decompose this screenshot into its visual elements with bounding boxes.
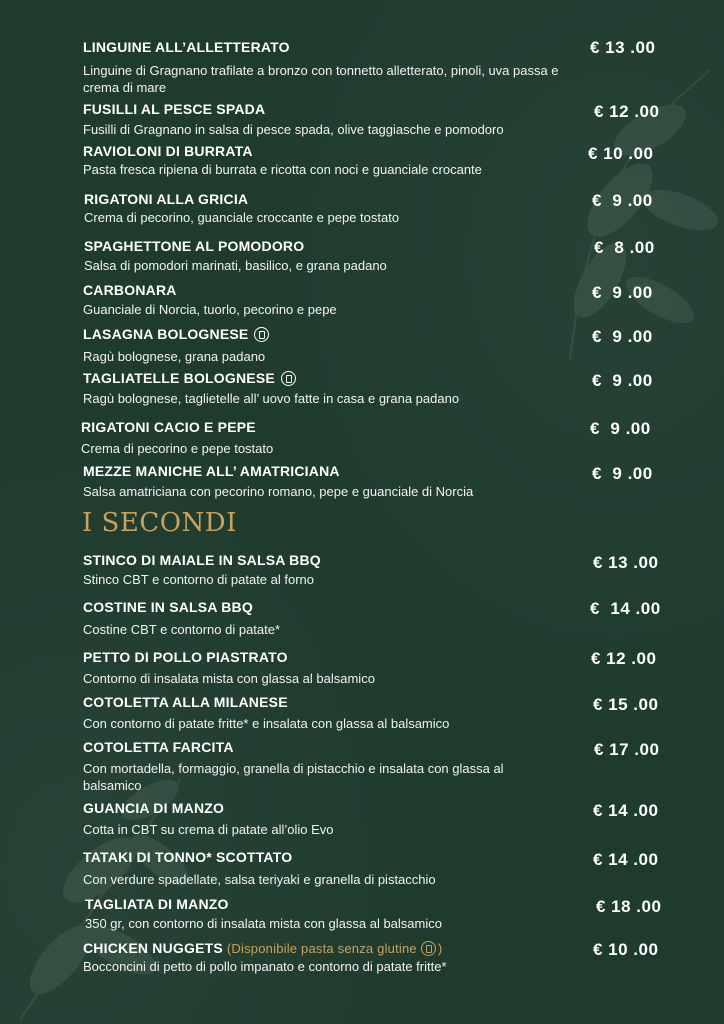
dish-price-costine: € 14 .00 [590,599,661,618]
dish-price-farcita: € 17 .00 [594,740,660,759]
dish-desc-tagliatelle: Ragù bolognese, taglietelle all’ uovo fatte in casa e grana padano [83,391,460,406]
dish-name-ravioloni: RAVIOLONI DI BURRATA [83,143,253,159]
dish-price-stinco: € 13 .00 [593,553,659,572]
dish-price-rigatoni-gricia: € 9 .00 [592,191,653,210]
gluten-free-note-close: ) [437,940,443,956]
dish-name-farcita: COTOLETTA FARCITA [83,739,234,755]
dish-price-lasagna: € 9 .00 [592,327,653,346]
dish-desc-stinco: Stinco CBT e contorno di patate al forno [83,572,315,587]
dish-price-spaghettone: € 8 .00 [594,238,655,257]
dish-name-lasagna [83,326,269,342]
dish-desc-carbonara: Guanciale di Norcia, tuorlo, pecorino e pepe [83,302,337,317]
dish-price-milanese: € 15 .00 [593,695,659,714]
dish-name-nuggets [83,940,442,956]
dish-name-tagliatelle-text: TAGLIATELLE BOLOGNESE [83,370,275,386]
dish-price-pollo: € 12 .00 [591,649,657,668]
dish-name-cacio-pepe: RIGATONI CACIO E PEPE [81,419,256,435]
dish-name-stinco: STINCO DI MAIALE IN SALSA BBQ [83,552,321,568]
dish-name-costine: COSTINE IN SALSA BBQ [83,599,253,615]
dish-name-tataki: TATAKI DI TONNO* SCOTTATO [83,849,293,865]
dish-price-tataki: € 14 .00 [593,850,659,869]
dish-name-amatriciana: MEZZE MANICHE ALL’ AMATRICIANA [83,463,340,479]
dish-name-fusilli: FUSILLI AL PESCE SPADA [83,101,266,117]
dish-desc-guancia: Cotta in CBT su crema di patate all’olio Evo [83,822,334,837]
dish-name-rigatoni-gricia: RIGATONI ALLA GRICIA [84,191,249,207]
section-title-secondi: I SECONDI [82,508,237,538]
dish-name-milanese: COTOLETTA ALLA MILANESE [83,694,288,710]
dish-price-amatriciana: € 9 .00 [592,464,653,483]
dish-price-tagliata: € 18 .00 [596,897,662,916]
dish-desc-nuggets: Bocconcini di petto di pollo impanato e contorno di patate fritte* [83,959,447,974]
dish-price-cacio-pepe: € 9 .00 [590,419,651,438]
gluten-free-icon [281,371,296,386]
dish-price-fusilli: € 12 .00 [594,102,660,121]
dish-price-linguine: € 13 .00 [590,38,656,57]
dish-desc-costine: Costine CBT e contorno di patate* [83,622,281,637]
dish-name-pollo: PETTO DI POLLO PIASTRATO [83,649,288,665]
dish-desc-linguine: Linguine di Gragnano trafilate a bronzo con tonnetto alletterato, pinoli, uva passa e crema di mare [83,63,559,95]
dish-desc-amatriciana: Salsa amatriciana con pecorino romano, pepe e guanciale di Norcia [83,484,474,499]
gluten-free-icon [421,941,436,956]
dish-name-lasagna-text: LASAGNA BOLOGNESE [83,326,249,342]
dish-price-nuggets: € 10 .00 [593,940,659,959]
dish-price-ravioloni: € 10 .00 [588,144,654,163]
dish-desc-spaghettone: Salsa di pomodori marinati, basilico, e grana padano [84,258,387,273]
dish-price-tagliatelle: € 9 .00 [592,371,653,390]
dish-name-tagliata: TAGLIATA DI MANZO [85,896,229,912]
dish-desc-pollo: Contorno di insalata mista con glassa al balsamico [83,671,375,686]
dish-desc-ravioloni: Pasta fresca ripiena di burrata e ricotta con noci e guanciale crocante [83,162,482,177]
dish-name-carbonara: CARBONARA [83,282,177,298]
dish-desc-farcita: Con mortadella, formaggio, granella di pistacchio e insalata con glassa al balsamico [83,761,504,793]
dish-price-carbonara: € 9 .00 [592,283,653,302]
dish-name-spaghettone: SPAGHETTONE AL POMODORO [84,238,305,254]
dish-name-nuggets-text: CHICKEN NUGGETS [83,940,223,956]
dish-price-guancia: € 14 .00 [593,801,659,820]
dish-name-guancia: GUANCIA DI MANZO [83,800,225,816]
dish-desc-milanese: Con contorno di patate fritte* e insalata con glassa al balsamico [83,716,450,731]
dish-name-linguine: LINGUINE ALL’ALLETTERATO [83,39,290,55]
dish-desc-rigatoni-gricia: Crema di pecorino, guanciale croccante e pepe tostato [84,210,400,225]
dish-desc-cacio-pepe: Crema di pecorino e pepe tostato [81,441,274,456]
dish-desc-lasagna: Ragù bolognese, grana padano [83,349,266,364]
gluten-free-icon [254,327,269,342]
gluten-free-note: (Disponibile pasta senza glutine [226,940,417,956]
dish-desc-fusilli: Fusilli di Gragnano in salsa di pesce spada, olive taggiasche e pomodoro [83,122,504,137]
dish-desc-tataki: Con verdure spadellate, salsa teriyaki e granella di pistacchio [83,872,436,887]
dish-name-tagliatelle [83,370,296,386]
dish-desc-tagliata: 350 gr, con contorno di insalata mista con glassa al balsamico [85,916,442,931]
